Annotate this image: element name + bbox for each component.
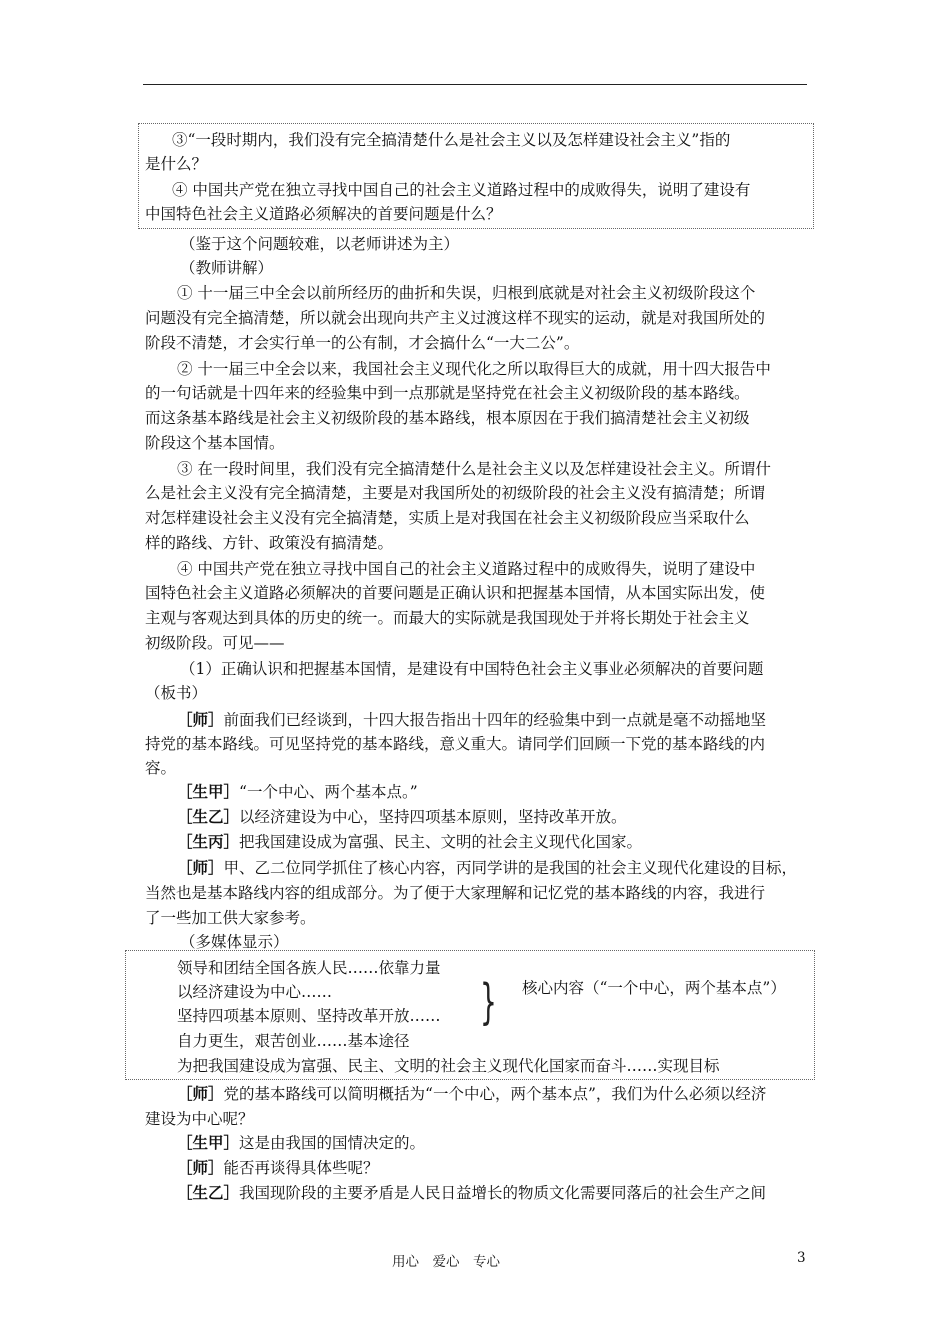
paragraph-2-line-2: 的一句话就是十四年来的经验集中到一点那就是坚持党在社会主义初级阶段的基本路线。 <box>145 384 750 402</box>
speaker-student-b: ［生乙］ <box>177 1183 240 1202</box>
dialogue-text: “一个中心、两个基本点。” <box>239 783 418 801</box>
dialogue-5-line-2: 当然也是基本路线内容的组成部分。为了便于大家理解和记忆党的基本路线的内容，我进行 <box>145 884 766 902</box>
dialogue-5-line-1 <box>177 858 797 878</box>
paragraph-4-line-1: ④ 中国共产党在独立寻找中国自己的社会主义道路过程中的成败得失，说明了建设中 <box>177 560 756 578</box>
paragraph-1-line-1: ① 十一届三中全会以前所经历的曲折和失误，归根到底就是对社会主义初级阶段这个 <box>177 284 756 302</box>
paragraph-4-line-4: 初级阶段。可见—— <box>145 634 285 652</box>
speaker-student-a: ［生甲］ <box>177 782 240 801</box>
speaker-student-a: ［生甲］ <box>177 1133 240 1152</box>
dialogue-8 <box>177 1158 379 1178</box>
dialogue-text: 党的基本路线可以简明概括为“一个中心，两个基本点”，我们为什么必须以经济 <box>223 1085 767 1103</box>
teacher-label: （教师讲解） <box>180 259 274 277</box>
dialogue-3 <box>177 807 627 827</box>
question-3-line-2: 是什么？ <box>145 155 208 173</box>
paragraph-1-line-2: 问题没有完全搞清楚，所以就会出现向共产主义过渡这样不现实的运动，就是对我国所处的 <box>145 309 766 327</box>
dialogue-text: 我国现阶段的主要矛盾是人民日益增长的物质文化需要同落后的社会生产之间 <box>239 1184 767 1202</box>
dialogue-6-line-1 <box>177 1084 766 1104</box>
paragraph-2-line-4: 阶段这个基本国情。 <box>145 434 285 452</box>
paragraph-2-line-3: 而这条基本路线是社会主义初级阶段的基本路线，根本原因在于我们搞清楚社会主义初级 <box>145 409 750 427</box>
media-line-2: 以经济建设为中心…… <box>177 983 333 1001</box>
dialogue-4 <box>177 832 642 852</box>
dialogue-text: 把我国建设成为富强、民主、文明的社会主义现代化国家。 <box>239 833 643 851</box>
dialogue-1-line-2: 持党的基本路线。可见坚持党的基本路线，意义重大。请同学们回顾一下党的基本路线的内 <box>145 735 766 753</box>
blackboard-point-line-1: （1）正确认识和把握基本国情，是建设有中国特色社会主义事业必须解决的首要问题 <box>180 660 764 678</box>
speaker-teacher: ［师］ <box>177 1084 224 1103</box>
dialogue-9 <box>177 1183 766 1203</box>
question-4-line-1: ④ 中国共产党在独立寻找中国自己的社会主义道路过程中的成败得失，说明了建设有 <box>172 181 751 199</box>
page-number: 3 <box>797 1250 806 1266</box>
core-content-label: 核心内容（“一个中心，两个基本点”） <box>522 979 786 997</box>
footer-motto: 用心 爱心 专心 <box>392 1254 500 1270</box>
paragraph-4-line-2: 国特色社会主义道路必须解决的首要问题是正确认识和把握基本国情，从本国实际出发，使 <box>145 584 766 602</box>
dialogue-1-line-1 <box>177 710 766 730</box>
dialogue-2 <box>177 782 418 802</box>
dialogue-7 <box>177 1133 425 1153</box>
dialogue-text: 以经济建设为中心，坚持四项基本原则，坚持改革开放。 <box>239 808 627 826</box>
note-text: （鉴于这个问题较难，以老师讲述为主） <box>180 235 460 253</box>
paragraph-3-line-1: ③ 在一段时间里，我们没有完全搞清楚什么是社会主义以及怎样建设社会主义。所谓什 <box>177 460 771 478</box>
paragraph-3-line-2: 么是社会主义没有完全搞清楚，主要是对我国所处的初级阶段的社会主义没有搞清楚；所谓 <box>145 484 766 502</box>
blackboard-point-line-2: （板书） <box>145 684 208 702</box>
dialogue-text: 能否再谈得具体些呢？ <box>223 1159 379 1177</box>
dialogue-5-line-3: 了一些加工供大家参考。 <box>145 909 316 927</box>
speaker-teacher: ［师］ <box>177 858 224 877</box>
speaker-student-b: ［生乙］ <box>177 807 240 826</box>
dialogue-6-line-2: 建设为中心呢？ <box>145 1110 254 1128</box>
paragraph-2-line-1: ② 十一届三中全会以来，我国社会主义现代化之所以取得巨大的成就，用十四大报告中 <box>177 360 771 378</box>
dialogue-text: 这是由我国的国情决定的。 <box>239 1134 426 1152</box>
paragraph-3-line-4: 样的路线、方针、政策没有搞清楚。 <box>145 534 394 552</box>
media-line-4: 自力更生，艰苦创业……基本途径 <box>177 1032 410 1050</box>
media-line-1: 领导和团结全国各族人民……依靠力量 <box>177 959 441 977</box>
paragraph-3-line-3: 对怎样建设社会主义没有完全搞清楚，实质上是对我国在社会主义初级阶段应当采取什么 <box>145 509 750 527</box>
media-line-5: 为把我国建设成为富强、民主、文明的社会主义现代化国家而奋斗……实现目标 <box>177 1057 720 1075</box>
question-3-line-1: ③“一段时期内，我们没有完全搞清楚什么是社会主义以及怎样建设社会主义”指的 <box>172 131 731 149</box>
speaker-teacher: ［师］ <box>177 1158 224 1177</box>
media-line-3: 坚持四项基本原则、坚持改革开放…… <box>177 1007 441 1025</box>
paragraph-4-line-3: 主观与客观达到具体的历史的统一。而最大的实际就是我国现处于并将长期处于社会主义 <box>145 609 750 627</box>
speaker-student-c: ［生丙］ <box>177 832 240 851</box>
dialogue-text: 前面我们已经谈到，十四大报告指出十四年的经验集中到一点就是毫不动摇地坚 <box>223 711 767 729</box>
header-rule <box>143 84 807 85</box>
paragraph-1-line-3: 阶段不清楚，才会实行单一的公有制，才会搞什么“一大二公”。 <box>145 334 580 352</box>
question-4-line-2: 中国特色社会主义道路必须解决的首要问题是什么？ <box>145 205 502 223</box>
multimedia-label: （多媒体显示） <box>180 933 289 951</box>
dialogue-text: 甲、乙二位同学抓住了核心内容，丙同学讲的是我国的社会主义现代化建设的目标， <box>223 859 798 877</box>
speaker-teacher: ［师］ <box>177 710 224 729</box>
right-brace-icon: } <box>480 974 497 1030</box>
dialogue-1-line-3: 容。 <box>145 759 177 777</box>
